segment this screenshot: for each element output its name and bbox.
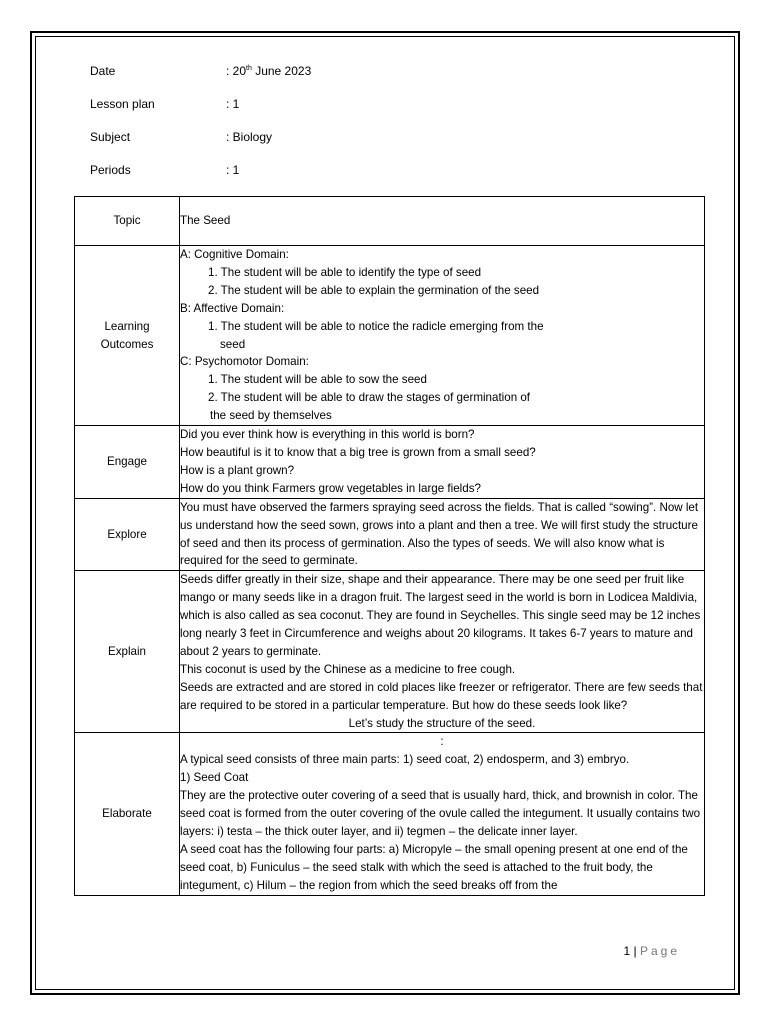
topic-label: Topic — [75, 197, 180, 246]
elaborate-paragraph-2: 1) Seed Coat — [180, 771, 249, 785]
subject-value: : Biology — [226, 130, 273, 144]
psychomotor-heading: C: Psychomotor Domain: — [180, 355, 309, 369]
page-footer — [623, 944, 680, 958]
explore-content: You must have observed the farmers spraying seed across the fields. That is called “sowing”. Now let us understand how the seed sown, grows into a plant and then a tree. We will first study the structure of seed and then its process of germination. Also the types of seeds. We will also know what is required for the seed to germinate. — [180, 498, 705, 571]
meta-row-date — [90, 64, 590, 97]
topic-value: The Seed — [180, 197, 705, 246]
affective-item-1: 1. The student will be able to notice the radicle emerging from the — [208, 319, 544, 333]
table-row-elaborate — [75, 733, 705, 895]
elaborate-content — [180, 733, 705, 895]
explain-paragraph-2: This coconut is used by the Chinese as a medicine to free cough. — [180, 662, 516, 676]
elaborate-colon: : — [440, 735, 444, 749]
periods-label: Periods — [90, 163, 131, 177]
meta-row-lesson — [90, 97, 590, 130]
engage-content — [180, 426, 705, 499]
affective-heading: B: Affective Domain: — [180, 301, 285, 315]
learning-outcomes-content — [180, 246, 705, 426]
explain-paragraph-4: Let’s study the structure of the seed. — [348, 716, 536, 730]
cognitive-heading: A: Cognitive Domain: — [180, 248, 289, 261]
elaborate-paragraph-4: A seed coat has the following four parts: a) Micropyle – the small opening present at one end of the seed coat, b) Funiculus – the seed stalk with which the seed is attached to the fruit body, the integument, c) Hilum – the region from which the seed breaks off from the — [180, 842, 688, 892]
meta-row-periods — [90, 163, 590, 196]
elaborate-paragraph-3: They are the protective outer covering of a seed that is usually hard, thick, and brownish in color. The seed coat is formed from the outer covering of the ovule called the integument. It usually contains two layers: i) testa – the thick outer layer, and ii) tegmen – the delicate inner layer. — [180, 789, 701, 838]
lesson-plan-table — [74, 196, 705, 896]
page-separator: | — [630, 944, 640, 958]
table-row-explain — [75, 571, 705, 733]
engage-line-4: How do you think Farmers grow vegetables in large fields? — [180, 481, 481, 495]
lesson-value: : 1 — [226, 97, 240, 111]
table-row-topic — [75, 197, 705, 246]
date-label: Date — [90, 64, 116, 78]
table-row-learning-outcomes — [75, 246, 705, 426]
explain-label: Explain — [75, 571, 180, 733]
date-value: : 20th June 2023 — [226, 64, 312, 78]
learning-outcomes-label: Learning Outcomes — [75, 246, 180, 426]
table-row-engage — [75, 426, 705, 499]
table-row-explore — [75, 498, 705, 571]
lesson-meta — [90, 64, 590, 196]
psychomotor-item-2: 2. The student will be able to draw the stages of germination of — [208, 391, 531, 405]
cognitive-item-1: 1. The student will be able to identify the type of seed — [208, 265, 482, 279]
page-word: Page — [639, 944, 680, 958]
engage-label: Engage — [75, 426, 180, 499]
subject-label: Subject — [90, 130, 131, 144]
explain-paragraph-3: Seeds are extracted and are stored in cold places like freezer or refrigerator. There are few seeds that are required to be stored in a particular temperature. But how do these seeds look like? — [180, 680, 703, 712]
elaborate-paragraph-1: A typical seed consists of three main parts: 1) seed coat, 2) endosperm, and 3) embryo. — [180, 753, 630, 767]
explain-paragraph-1: Seeds differ greatly in their size, shape and their appearance. There may be one seed per fruit like mango or many seeds like in a dragon fruit. The largest seed in the world is born in Lodicea Maldivia, which is also called as sea coconut. They are found in Seychelles. This single seed may be 12 inches long nearly 3 feet in Circumference and weighs about 20 kilograms. It takes 6-7 years to mature and about 2 years to germinate. — [180, 573, 701, 658]
explore-label: Explore — [75, 498, 180, 571]
periods-value: : 1 — [226, 163, 240, 177]
psychomotor-item-1: 1. The student will be able to sow the seed — [208, 373, 427, 387]
meta-row-subject — [90, 130, 590, 163]
engage-line-1: Did you ever think how is everything in this world is born? — [180, 428, 475, 442]
page-number: 1 — [623, 944, 631, 958]
affective-item-1-cont: seed — [220, 337, 246, 351]
psychomotor-item-2-cont: the seed by themselves — [210, 409, 332, 423]
lesson-label: Lesson plan — [90, 97, 155, 111]
engage-line-2: How beautiful is it to know that a big tree is grown from a small seed? — [180, 445, 536, 459]
engage-line-3: How is a plant grown? — [180, 463, 295, 477]
elaborate-label: Elaborate — [75, 733, 180, 895]
cognitive-item-2: 2. The student will be able to explain the germination of the seed — [208, 283, 540, 297]
explain-content — [180, 571, 705, 733]
